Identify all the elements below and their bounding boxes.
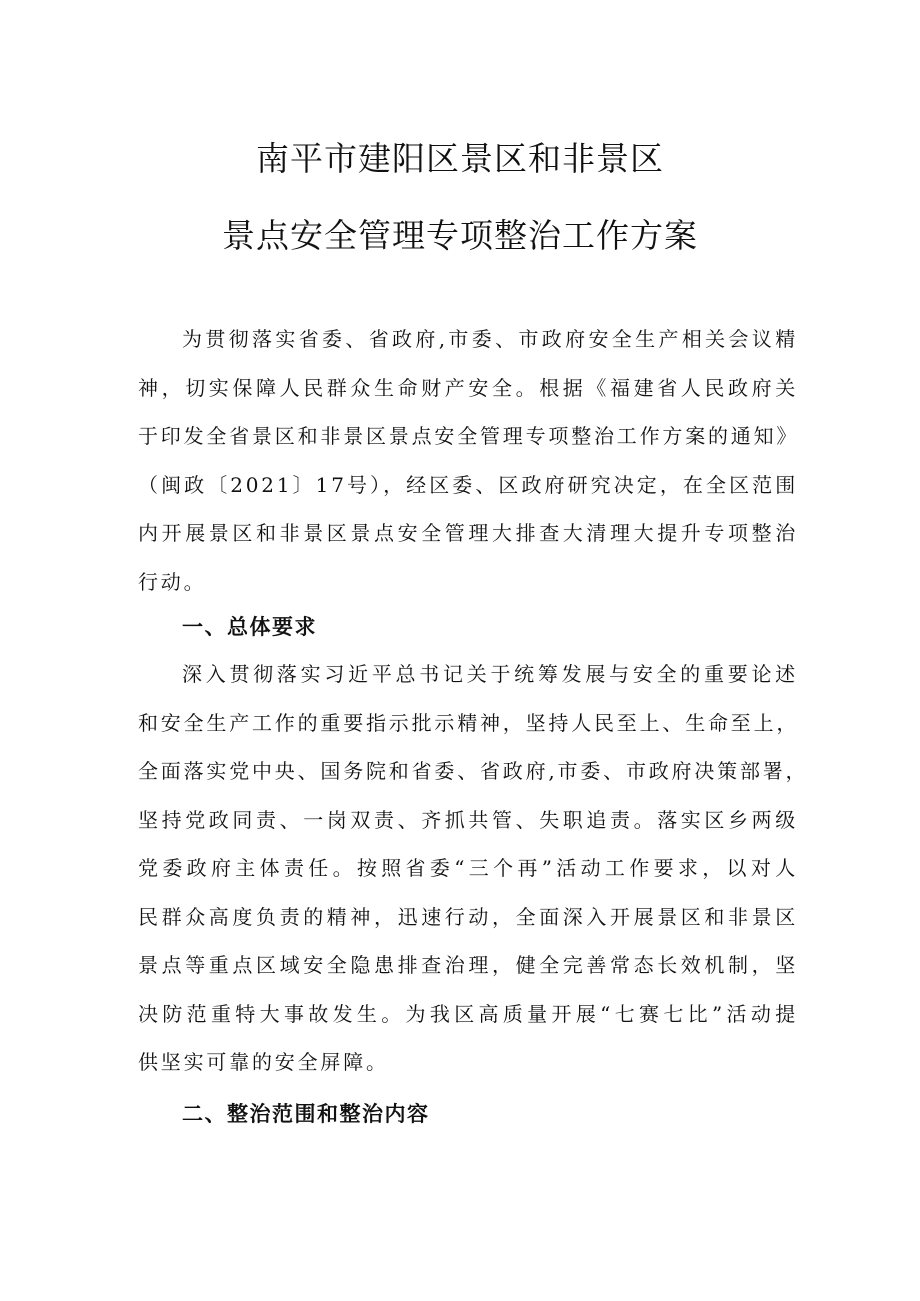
intro-paragraph	[138, 315, 798, 606]
paragraph-line: 党委政府主体责任。按照省委“三个再”活动工作要求，以对人	[138, 856, 798, 880]
paragraph-line: 决防范重特大事故发生。为我区高质量开展“七赛七比”活动提	[138, 1001, 798, 1026]
document-title-line-1: 南平市建阳区景区和非景区	[256, 139, 664, 178]
section1-paragraph	[138, 650, 809, 1087]
paragraph-line: 于印发全省景区和非景区景点安全管理专项整治工作方案的通知》	[138, 424, 800, 448]
paragraph-line: 行动。	[138, 569, 207, 594]
document-title-line-2: 景点安全管理专项整治工作方案	[222, 216, 698, 255]
paragraph-line: 内开展景区和非景区景点安全管理大排查大清理大提升专项整治	[138, 521, 798, 545]
paragraph-line: （闽政〔2021〕17号），经区委、区政府研究决定，在全区范围	[138, 472, 798, 497]
paragraph-line: 全面落实党中央、国务院和省委、省政府,市委、市政府决策部署，	[138, 759, 809, 783]
paragraph-line: 为贯彻落实省委、省政府,市委、市政府安全生产相关会议精	[182, 327, 798, 351]
section-heading-overall-requirements: 一、总体要求	[182, 615, 317, 639]
paragraph-line: 民群众高度负责的精神，迅速行动，全面深入开展景区和非景区	[138, 904, 798, 929]
paragraph-line: 景点等重点区域安全隐患排查治理，健全完善常态长效机制，坚	[138, 953, 798, 977]
paragraph-line: 深入贯彻落实习近平总书记关于统筹发展与安全的重要论述	[182, 662, 798, 686]
section-heading-scope-and-content: 二、整治范围和整治内容	[182, 1102, 430, 1126]
paragraph-line: 供坚实可靠的安全屏障。	[138, 1050, 389, 1074]
paragraph-line: 神，切实保障人民群众生命财产安全。根据《福建省人民政府关	[138, 375, 798, 400]
paragraph-line: 和安全生产工作的重要指示批示精神，坚持人民至上、生命至上，	[138, 710, 800, 735]
paragraph-line: 坚持党政同责、一岗双责、齐抓共管、失职追责。落实区乡两级	[138, 807, 798, 832]
